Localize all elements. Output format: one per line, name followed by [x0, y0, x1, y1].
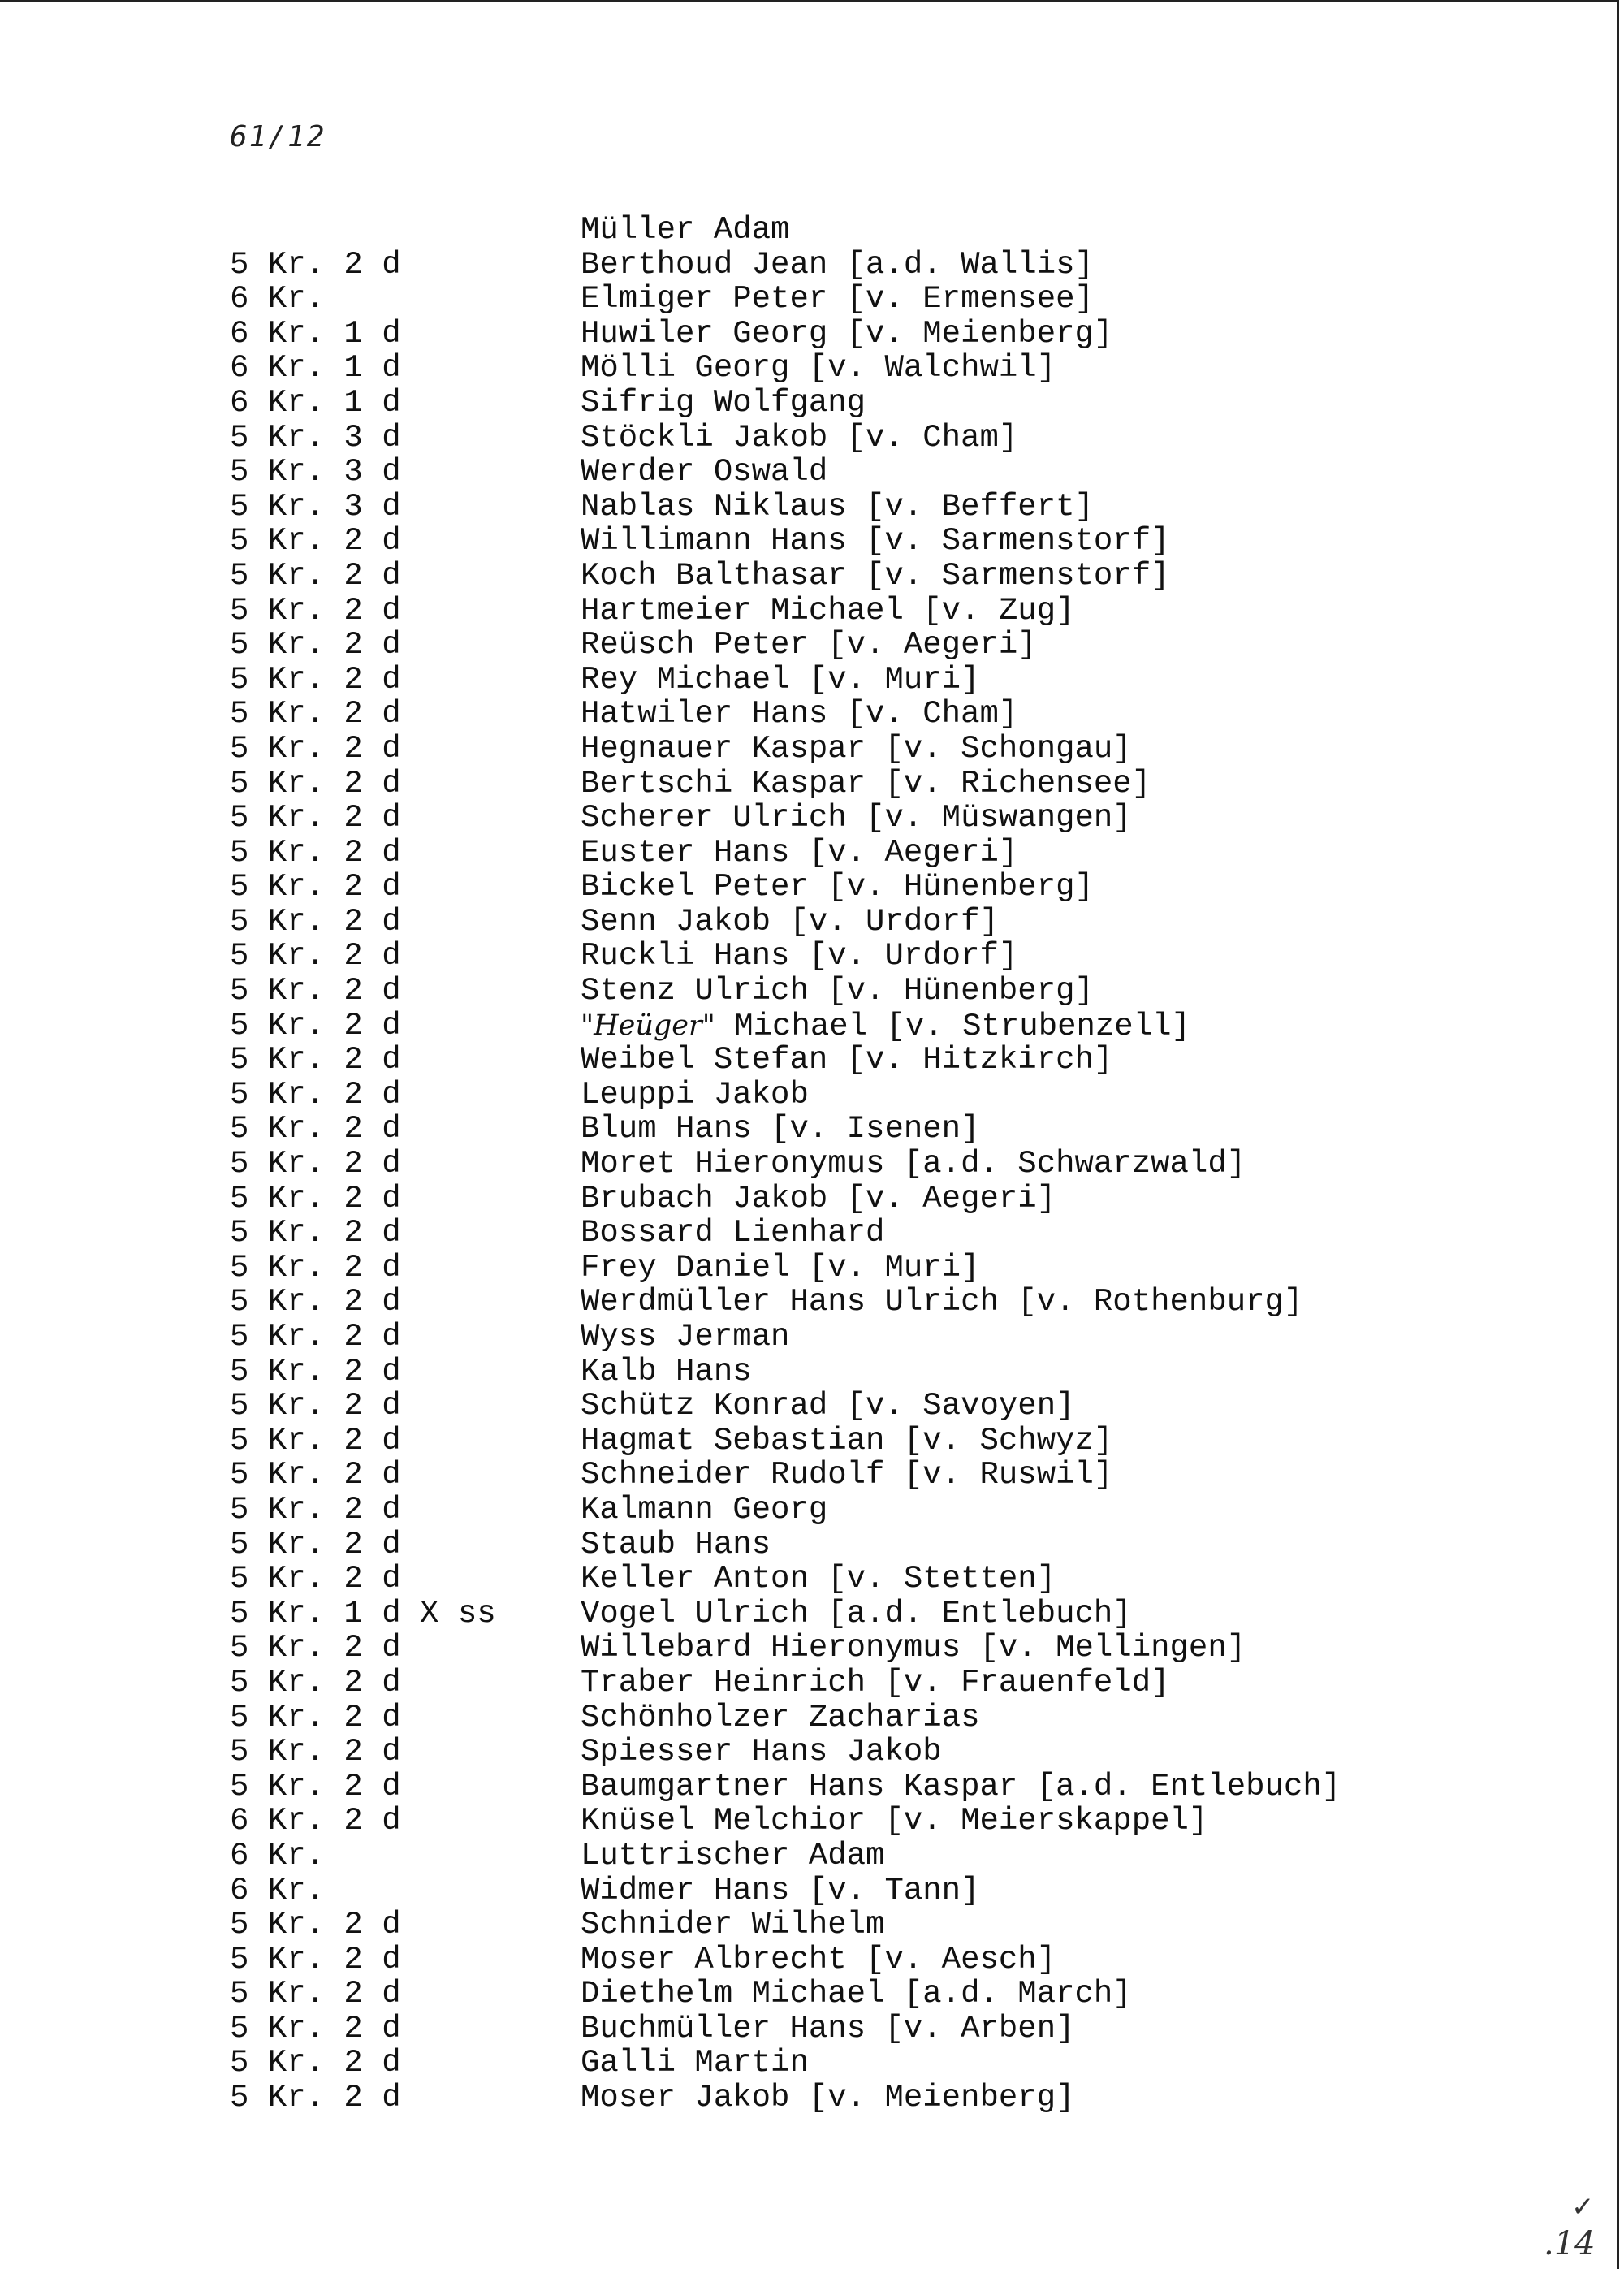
table-row [230, 524, 1448, 559]
name-cell: Brubach Jakob [v. Aegeri] [581, 1180, 1056, 1217]
table-row [230, 1839, 1448, 1874]
table-row [230, 2081, 1448, 2116]
table-row [230, 317, 1448, 352]
page-reference: 61/12 [230, 120, 326, 153]
table-row [230, 1424, 1448, 1459]
name-cell: Hagmat Sebastian [v. Schwyz] [581, 1422, 1113, 1459]
page-border-right [1617, 0, 1619, 2269]
table-row [230, 1874, 1448, 1908]
table-row [230, 697, 1448, 732]
table-row [230, 2046, 1448, 2081]
name-cell: Staub Hans [581, 1526, 771, 1562]
amount-cell: 5 Kr. 2 d [230, 834, 401, 871]
amount-cell: 5 Kr. 2 d [230, 903, 401, 940]
amount-cell: 6 Kr. 1 d [230, 384, 401, 421]
table-row [230, 1528, 1448, 1562]
name-cell: Kalmann Georg [581, 1491, 828, 1528]
amount-cell: 5 Kr. 3 d [230, 488, 401, 525]
name-cell: Moret Hieronymus [a.d. Schwarzwald] [581, 1146, 1246, 1182]
table-row [230, 1943, 1448, 1977]
amount-cell: 5 Kr. 2 d [230, 523, 401, 560]
table-row [230, 1147, 1448, 1182]
name-cell: Weibel Stefan [v. Hitzkirch] [581, 1042, 1113, 1078]
amount-cell: 6 Kr. [230, 1872, 326, 1908]
amount-cell: 5 Kr. 2 d [230, 627, 401, 663]
entry-list [230, 213, 1448, 2116]
name-cell: Widmer Hans [v. Tann] [581, 1872, 980, 1908]
amount-cell: 5 Kr. 2 d [230, 800, 401, 836]
table-row [230, 1666, 1448, 1701]
amount-cell: 5 Kr. 2 d [230, 1319, 401, 1355]
amount-cell: 5 Kr. 2 d [230, 938, 401, 975]
table-row [230, 836, 1448, 871]
amount-cell: 5 Kr. 2 d [230, 592, 401, 629]
amount-cell: 5 Kr. 2 d [230, 730, 401, 767]
amount-cell: 5 Kr. 2 d [230, 661, 401, 698]
amount-cell: 5 Kr. 2 d [230, 973, 401, 1009]
name-cell: Euster Hans [v. Aegeri] [581, 834, 1018, 871]
name-cell: Stenz Ulrich [v. Hünenberg] [581, 973, 1094, 1009]
table-row [230, 1285, 1448, 1320]
name-cell: Blum Hans [v. Isenen] [581, 1111, 980, 1147]
amount-cell: 6 Kr. [230, 281, 326, 318]
name-cell: Leuppi Jakob [581, 1076, 809, 1113]
name-cell: Senn Jakob [v. Urdorf] [581, 903, 999, 940]
amount-cell: 5 Kr. 2 d [230, 1699, 401, 1735]
amount-cell: 5 Kr. 2 d [230, 1076, 401, 1113]
name-cell: Vogel Ulrich [a.d. Entlebuch] [581, 1595, 1132, 1632]
amount-cell: 5 Kr. 2 d [230, 696, 401, 733]
name-cell: Schneider Rudolf [v. Ruswil] [581, 1457, 1113, 1493]
name-cell: Moser Jakob [v. Meienberg] [581, 2080, 1075, 2116]
table-row [230, 248, 1448, 283]
amount-cell: 5 Kr. 2 d [230, 1180, 401, 1217]
name-cell [581, 1009, 1190, 1044]
table-row [230, 1043, 1448, 1078]
name-cell: Reüsch Peter [v. Aegeri] [581, 627, 1037, 663]
table-row [230, 1701, 1448, 1735]
name-cell: Spiesser Hans Jakob [581, 1734, 942, 1770]
amount-cell: 5 Kr. 2 d [230, 1561, 401, 1597]
nickname-prefix: "Heüger" [581, 1009, 715, 1042]
table-row [230, 1009, 1448, 1044]
amount-cell: 5 Kr. 2 d [230, 246, 401, 283]
name-cell: Frey Daniel [v. Muri] [581, 1249, 980, 1286]
table-row [230, 282, 1448, 317]
check-mark: ✓ [1571, 2191, 1595, 2224]
table-row [230, 1389, 1448, 1424]
amount-cell: 5 Kr. 2 d [230, 1630, 401, 1666]
amount-cell: 5 Kr. 1 d X ss [230, 1595, 496, 1632]
name-cell: Elmiger Peter [v. Ermensee] [581, 281, 1094, 318]
name-cell: Moser Albrecht [v. Aesch] [581, 1941, 1056, 1977]
amount-cell: 5 Kr. 2 d [230, 557, 401, 594]
amount-cell: 5 Kr. 2 d [230, 1215, 401, 1251]
table-row [230, 1078, 1448, 1113]
name-cell: Wyss Jerman [581, 1319, 790, 1355]
page-number-handwritten: .14 [1544, 2225, 1596, 2263]
name-cell: Bickel Peter [v. Hünenberg] [581, 869, 1094, 905]
amount-cell: 5 Kr. 2 d [230, 1111, 401, 1147]
table-row [230, 1251, 1448, 1286]
table-row [230, 1631, 1448, 1666]
name-cell: Diethelm Michael [a.d. March] [581, 1976, 1132, 2012]
amount-cell: 5 Kr. 2 d [230, 1491, 401, 1528]
table-row [230, 386, 1448, 421]
table-row [230, 1493, 1448, 1528]
table-row [230, 1112, 1448, 1147]
name-cell: Rey Michael [v. Muri] [581, 661, 980, 698]
amount-cell: 5 Kr. 2 d [230, 1146, 401, 1182]
name-cell: Scherer Ulrich [v. Müswangen] [581, 800, 1132, 836]
name-cell: Mölli Georg [v. Walchwil] [581, 350, 1056, 387]
table-row [230, 213, 1448, 248]
table-row [230, 767, 1448, 802]
amount-cell: 6 Kr. [230, 1837, 326, 1874]
name-cell: Koch Balthasar [v. Sarmenstorf] [581, 557, 1170, 594]
name-text: Michael [v. Strubenzell] [715, 1008, 1190, 1044]
amount-cell: 5 Kr. 2 d [230, 1768, 401, 1804]
name-cell: Baumgartner Hans Kaspar [a.d. Entlebuch] [581, 1768, 1341, 1804]
name-cell: Willebard Hieronymus [v. Mellingen] [581, 1630, 1246, 1666]
name-cell: Berthoud Jean [a.d. Wallis] [581, 246, 1094, 283]
table-row [230, 1908, 1448, 1943]
table-row [230, 1804, 1448, 1839]
table-row [230, 939, 1448, 974]
table-row [230, 1355, 1448, 1389]
table-row [230, 594, 1448, 629]
name-cell: Hatwiler Hans [v. Cham] [581, 696, 1018, 733]
amount-cell: 5 Kr. 2 d [230, 1976, 401, 2012]
amount-cell: 5 Kr. 2 d [230, 1388, 401, 1424]
table-row [230, 1597, 1448, 1632]
name-cell: Hegnauer Kaspar [v. Schongau] [581, 730, 1132, 767]
amount-cell: 5 Kr. 2 d [230, 2010, 401, 2046]
name-cell: Werdmüller Hans Ulrich [v. Rothenburg] [581, 1284, 1303, 1320]
name-cell: Schönholzer Zacharias [581, 1699, 980, 1735]
table-row [230, 870, 1448, 905]
table-row [230, 1977, 1448, 2012]
table-row [230, 1735, 1448, 1770]
name-cell: Kalb Hans [581, 1353, 752, 1389]
amount-cell: 5 Kr. 3 d [230, 454, 401, 491]
table-row [230, 351, 1448, 386]
page-border-top [0, 0, 1618, 2]
name-cell: Huwiler Georg [v. Meienberg] [581, 315, 1113, 352]
name-cell: Willimann Hans [v. Sarmenstorf] [581, 523, 1170, 560]
table-row [230, 559, 1448, 594]
name-cell: Keller Anton [v. Stetten] [581, 1561, 1056, 1597]
amount-cell: 5 Kr. 2 d [230, 1284, 401, 1320]
name-cell: Nablas Niklaus [v. Beffert] [581, 488, 1094, 525]
name-cell: Schnider Wilhelm [581, 1907, 885, 1943]
amount-cell: 5 Kr. 2 d [230, 1664, 401, 1701]
amount-cell: 5 Kr. 2 d [230, 1941, 401, 1977]
name-cell: Schütz Konrad [v. Savoyen] [581, 1388, 1075, 1424]
table-row [230, 1770, 1448, 1804]
amount-cell: 5 Kr. 2 d [230, 869, 401, 905]
table-row [230, 905, 1448, 940]
table-row [230, 732, 1448, 767]
amount-cell: 5 Kr. 2 d [230, 1042, 401, 1078]
amount-cell: 5 Kr. 2 d [230, 1457, 401, 1493]
name-cell: Ruckli Hans [v. Urdorf] [581, 938, 1018, 975]
table-row [230, 801, 1448, 836]
amount-cell: 5 Kr. 2 d [230, 1907, 401, 1943]
table-row [230, 1562, 1448, 1597]
table-row [230, 1216, 1448, 1251]
name-cell: Müller Adam [581, 212, 790, 248]
amount-cell: 6 Kr. 1 d [230, 350, 401, 387]
table-row [230, 663, 1448, 698]
name-cell: Sifrig Wolfgang [581, 384, 866, 421]
amount-cell: 5 Kr. 2 d [230, 1734, 401, 1770]
name-cell: Luttrischer Adam [581, 1837, 885, 1874]
table-row [230, 974, 1448, 1009]
amount-cell: 5 Kr. 2 d [230, 1353, 401, 1389]
amount-cell: 6 Kr. 2 d [230, 1803, 401, 1839]
table-row [230, 490, 1448, 525]
name-cell: Galli Martin [581, 2045, 809, 2081]
amount-cell: 5 Kr. 2 d [230, 2080, 401, 2116]
name-cell: Bossard Lienhard [581, 1215, 885, 1251]
name-cell: Stöckli Jakob [v. Cham] [581, 419, 1018, 456]
table-row [230, 455, 1448, 490]
name-cell: Buchmüller Hans [v. Arben] [581, 2010, 1075, 2046]
name-cell: Bertschi Kaspar [v. Richensee] [581, 765, 1151, 802]
name-cell: Knüsel Melchior [v. Meierskappel] [581, 1803, 1208, 1839]
amount-cell: 5 Kr. 2 d [230, 765, 401, 802]
amount-cell: 5 Kr. 2 d [230, 1249, 401, 1286]
name-cell: Hartmeier Michael [v. Zug] [581, 592, 1075, 629]
amount-cell: 6 Kr. 1 d [230, 315, 401, 352]
table-row [230, 2012, 1448, 2046]
amount-cell: 5 Kr. 2 d [230, 2045, 401, 2081]
amount-cell: 5 Kr. 2 d [230, 1422, 401, 1459]
amount-cell: 5 Kr. 2 d [230, 1526, 401, 1562]
table-row [230, 1182, 1448, 1217]
table-row [230, 1320, 1448, 1355]
amount-cell: 5 Kr. 2 d [230, 1007, 401, 1044]
amount-cell: 5 Kr. 3 d [230, 419, 401, 456]
name-cell: Werder Oswald [581, 454, 828, 491]
table-row [230, 1458, 1448, 1493]
table-row [230, 628, 1448, 663]
name-cell: Traber Heinrich [v. Frauenfeld] [581, 1664, 1170, 1701]
table-row [230, 421, 1448, 456]
